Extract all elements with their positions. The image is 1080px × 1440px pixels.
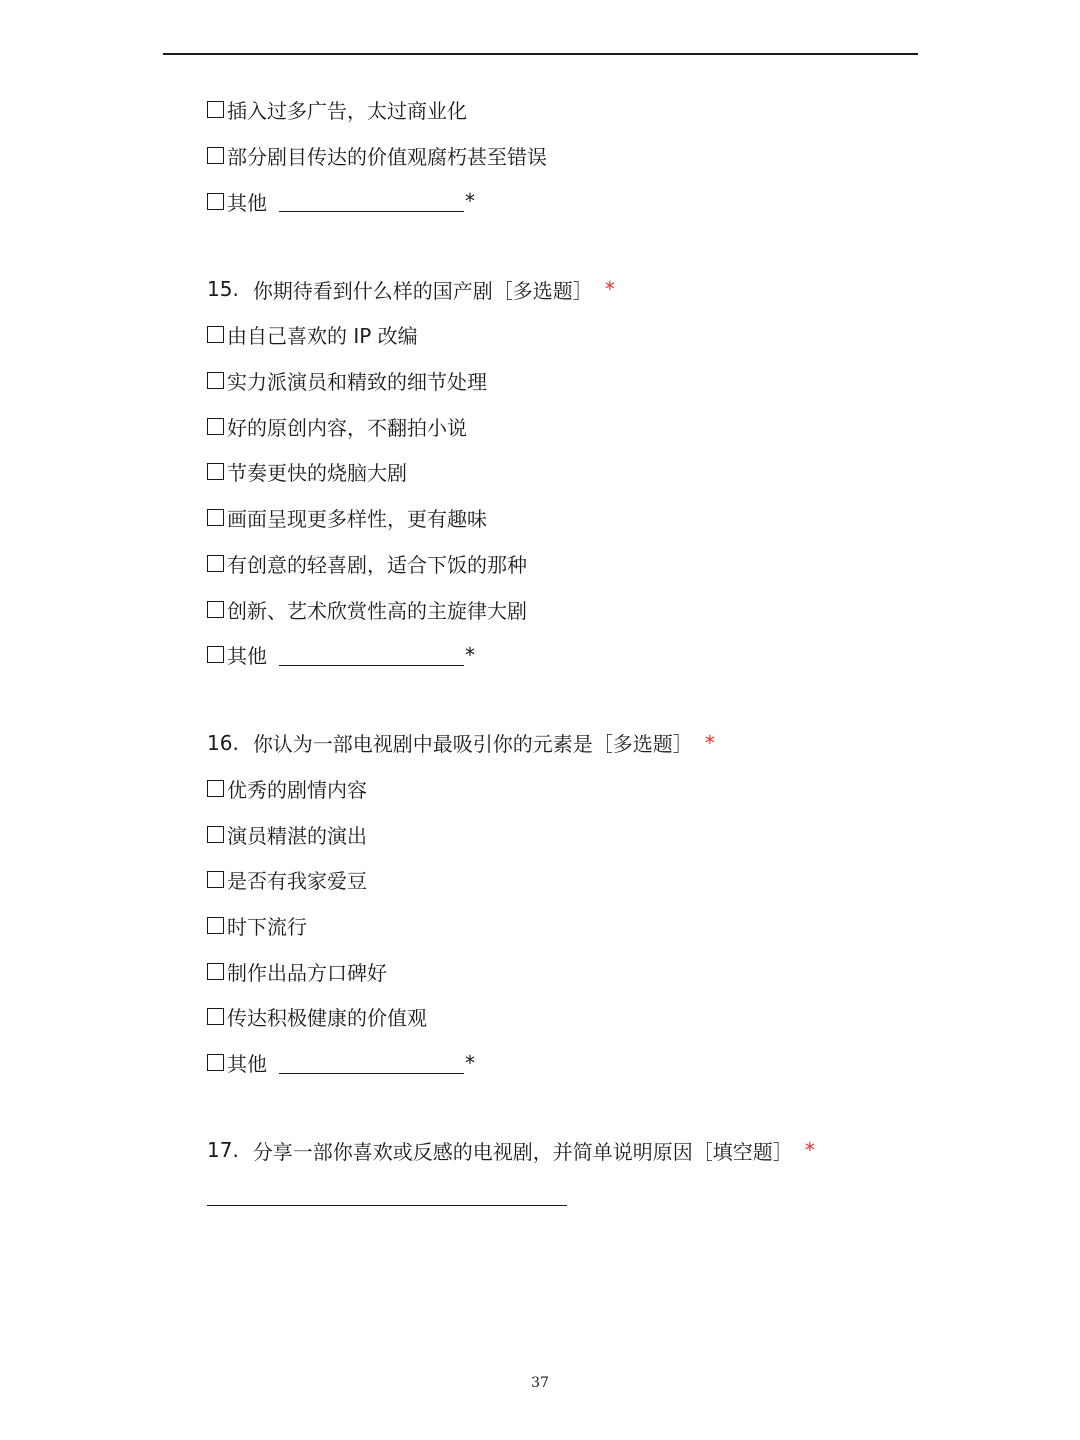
option-item[interactable] — [207, 903, 967, 949]
option-other[interactable] — [207, 1040, 967, 1086]
checkbox[interactable] — [207, 601, 224, 618]
header-rule — [163, 53, 918, 55]
answer-text-field[interactable] — [207, 1205, 567, 1206]
option-other[interactable] — [207, 178, 967, 224]
page-number: 37 — [531, 1375, 549, 1391]
option-other[interactable] — [207, 632, 967, 678]
checkbox[interactable] — [207, 1054, 224, 1071]
checkbox[interactable] — [207, 101, 224, 118]
checkbox[interactable] — [207, 555, 224, 572]
option-item[interactable] — [207, 87, 967, 133]
required-mark: * — [465, 642, 475, 667]
question-text: 你认为一部电视剧中最吸引你的元素是［多选题］ — [252, 732, 693, 757]
checkbox[interactable] — [207, 917, 224, 934]
option-label: 好的原创内容，不翻拍小说 — [227, 415, 467, 440]
checkbox[interactable] — [207, 193, 224, 210]
required-mark: * — [704, 730, 715, 755]
checkbox[interactable] — [207, 326, 224, 343]
option-item[interactable] — [207, 857, 967, 903]
option-label: 画面呈现更多样性，更有趣味 — [227, 507, 487, 532]
question-title — [207, 266, 967, 312]
required-mark: * — [804, 1138, 815, 1163]
option-item[interactable] — [207, 586, 967, 632]
question-number: 16. — [207, 730, 239, 755]
checkbox[interactable] — [207, 418, 224, 435]
option-label: 优秀的剧情内容 — [227, 777, 367, 802]
checkbox[interactable] — [207, 963, 224, 980]
option-label: 传达积极健康的价值观 — [227, 1006, 427, 1031]
option-label: 由自己喜欢的 IP 改编 — [227, 324, 418, 349]
checkbox[interactable] — [207, 1008, 224, 1025]
required-mark: * — [604, 277, 615, 302]
option-item[interactable] — [207, 133, 967, 179]
checkbox[interactable] — [207, 147, 224, 164]
option-label: 其他 — [227, 644, 267, 669]
option-label: 制作出品方口碑好 — [227, 960, 387, 985]
question-text: 分享一部你喜欢或反感的电视剧，并简单说明原因［填空题］ — [252, 1139, 793, 1164]
other-text-field[interactable] — [279, 644, 464, 666]
question-text: 你期待看到什么样的国产剧［多选题］ — [252, 278, 593, 303]
checkbox[interactable] — [207, 509, 224, 526]
checkbox[interactable] — [207, 826, 224, 843]
option-item[interactable] — [207, 495, 967, 541]
required-mark: * — [465, 1050, 475, 1075]
option-item[interactable] — [207, 403, 967, 449]
option-item[interactable] — [207, 948, 967, 994]
option-item[interactable] — [207, 312, 967, 358]
option-item[interactable] — [207, 994, 967, 1040]
checkbox[interactable] — [207, 871, 224, 888]
required-mark: * — [465, 189, 475, 214]
other-text-field[interactable] — [279, 1052, 464, 1074]
option-label: 创新、艺术欣赏性高的主旋律大剧 — [227, 598, 527, 623]
option-label: 其他 — [227, 1052, 267, 1077]
option-label: 部分剧目传达的价值观腐朽甚至错误 — [227, 145, 547, 170]
checkbox[interactable] — [207, 646, 224, 663]
question-number: 17. — [207, 1138, 239, 1163]
option-item[interactable] — [207, 358, 967, 404]
other-text-field[interactable] — [279, 190, 464, 212]
option-label: 插入过多广告，太过商业化 — [227, 99, 467, 124]
checkbox[interactable] — [207, 463, 224, 480]
option-item[interactable] — [207, 766, 967, 812]
option-label: 演员精湛的演出 — [227, 823, 367, 848]
option-label: 实力派演员和精致的细节处理 — [227, 370, 487, 395]
checkbox[interactable] — [207, 780, 224, 797]
option-item[interactable] — [207, 449, 967, 495]
option-label: 有创意的轻喜剧，适合下饭的那种 — [227, 552, 527, 577]
question-number: 15. — [207, 277, 239, 302]
option-label: 是否有我家爱豆 — [227, 869, 367, 894]
checkbox[interactable] — [207, 372, 224, 389]
option-item[interactable] — [207, 811, 967, 857]
question-title — [207, 720, 967, 766]
option-item[interactable] — [207, 541, 967, 587]
option-label: 节奏更快的烧脑大剧 — [227, 461, 407, 486]
option-label: 时下流行 — [227, 914, 307, 939]
survey-content — [207, 87, 967, 1206]
option-label: 其他 — [227, 190, 267, 215]
question-title — [207, 1127, 967, 1173]
